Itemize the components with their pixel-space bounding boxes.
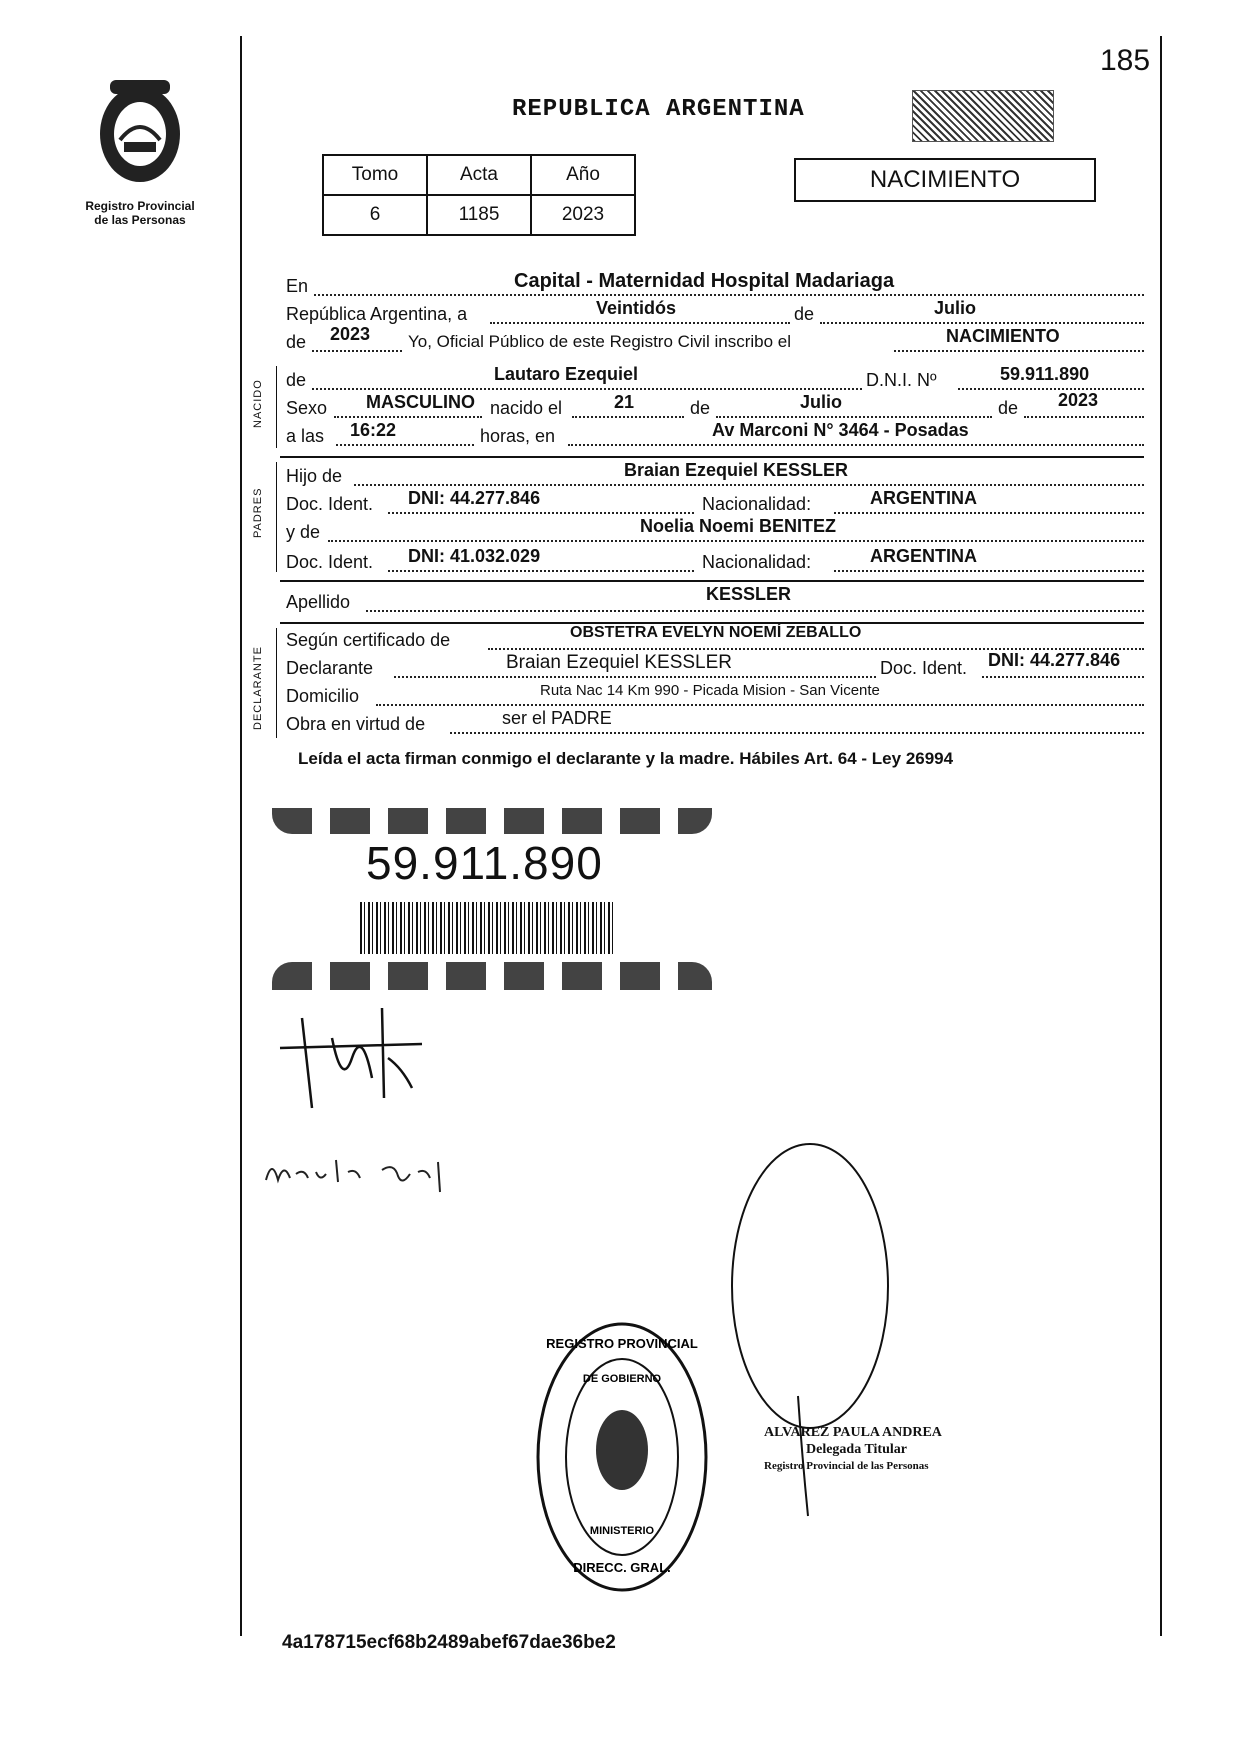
section-label-declarante: DECLARANTE [252,646,264,730]
value-year: 2023 [330,324,371,344]
value-father-doc: DNI: 44.277.846 [408,488,541,508]
label-doc-ident-declarant: Doc. Ident. [880,658,968,678]
dotted-line [336,444,474,446]
dotted-line [354,484,1144,486]
label-domicilio: Domicilio [286,686,360,706]
svg-text:MINISTERIO: MINISTERIO [589,1525,655,1537]
label-sexo: Sexo [286,398,328,418]
label-y-de: y de [286,522,321,542]
value-birth-year: 2023 [1058,390,1099,410]
label-hijo-de: Hijo de [286,466,343,486]
label-a-las: a las [286,426,325,446]
section-separator [280,580,1144,582]
value-father: Braian Ezequiel KESSLER [624,460,849,480]
value-place: Capital - Maternidad Hospital Madariaga [514,270,895,292]
label-de-anio: de [998,398,1019,418]
logo-caption-line2: de las Personas [94,213,186,227]
declarant-signature [272,998,432,1118]
dotted-line [388,512,694,514]
province-seal-icon [90,78,190,188]
section-line-nacido [276,366,277,448]
table-cell: 1185 [427,195,531,235]
label-republica: República Argentina, a [286,304,468,324]
document-title: REPUBLICA ARGENTINA [512,96,805,123]
label-de-year: de [286,332,307,352]
label-nacido-el: nacido el [490,398,563,418]
logo-caption-line1: Registro Provincial [85,199,195,213]
value-mother-nationality: ARGENTINA [870,546,977,566]
dotted-line [894,350,1144,352]
left-margin-line [240,36,242,1636]
value-dni: 59.911.890 [1000,364,1090,384]
label-doc-ident-father: Doc. Ident. [286,494,374,514]
section-label-padres: PADRES [252,487,264,538]
label-de-name: de [286,370,307,390]
value-declarant: Braian Ezequiel KESSLER [506,652,733,673]
label-declarante: Declarante [286,658,374,678]
mother-signature [262,1148,462,1198]
label-oficial: Yo, Oficial Público de este Registro Civil inscribo el [408,332,791,351]
label-doc-ident-mother: Doc. Ident. [286,552,374,572]
registry-table [322,154,636,236]
security-stamp [912,90,1054,142]
dotted-line [388,570,694,572]
dotted-line [982,676,1144,678]
dotted-line [490,322,790,324]
dotted-line [450,732,1144,734]
dotted-line [1024,416,1144,418]
officer-name: ALVAREZ PAULA ANDREA [764,1425,942,1440]
table-cell: 2023 [531,195,635,235]
value-birth-address: Av Marconi N° 3464 - Posadas [712,420,969,440]
table-header: Acta [427,155,531,195]
legal-text: Leída el acta firman conmigo el declarante y la madre. Hábiles Art. 64 - Ley 26994 [298,749,954,768]
dni-number-large: 59.911.890 [366,837,603,889]
document-hash: 4a178715ecf68b2489abef67dae36be2 [282,1632,616,1653]
official-seal-stamp [534,1320,710,1594]
table-header: Tomo [323,155,427,195]
security-band-top [272,808,712,834]
dotted-line [834,570,1144,572]
dotted-line [572,416,684,418]
dotted-line [328,540,1144,542]
value-name: Lautaro Ezequiel [494,364,639,384]
dotted-line [716,416,992,418]
officer-stamp [764,1424,942,1475]
section-line-declarante [276,628,277,738]
section-label-nacido: NACIDO [252,379,264,428]
value-father-nationality: ARGENTINA [870,488,977,508]
label-horas-en: horas, en [480,426,556,446]
page-number: 185 [1100,44,1151,77]
label-apellido: Apellido [286,592,351,612]
security-band-bottom [272,962,712,990]
value-birth-month: Julio [800,392,843,412]
barcode [360,902,614,954]
svg-text:DE GOBIERNO: DE GOBIERNO [582,1373,662,1385]
label-dni: D.N.I. Nº [866,370,937,390]
label-segun: Según certificado de [286,630,451,650]
label-de: de [794,304,815,324]
value-mother-doc: DNI: 41.032.029 [408,546,541,566]
value-month: Julio [934,298,977,318]
value-mother: Noelia Noemi BENITEZ [640,516,837,536]
value-sex: MASCULINO [366,392,475,412]
dotted-line [834,512,1144,514]
section-line-padres [276,462,277,572]
dotted-line [314,294,1144,296]
dotted-line [312,388,862,390]
officer-role: Delegada Titular [806,1442,907,1457]
value-type: NACIMIENTO [946,326,1060,346]
section-separator [280,456,1144,458]
label-en: En [286,276,309,296]
dotted-line [376,704,1144,706]
dotted-line [334,416,482,418]
dotted-line [568,444,1144,446]
value-hour: 16:22 [350,420,397,440]
value-day: Veintidós [596,298,677,318]
table-cell: 6 [323,195,427,235]
svg-text:DIRECC. GRAL.: DIRECC. GRAL. [573,1560,671,1575]
value-declarant-doc: DNI: 44.277.846 [988,650,1121,670]
label-nacionalidad-father: Nacionalidad: [702,494,812,514]
value-declarant-address: Ruta Nac 14 Km 990 - Picada Mision - San Vicente [540,682,880,699]
dotted-line [312,350,402,352]
label-nacionalidad-mother: Nacionalidad: [702,552,812,572]
registry-logo [60,78,220,227]
value-birth-day: 21 [614,392,635,412]
label-de-mes: de [690,398,711,418]
value-certificate: OBSTETRA EVELYN NOEMÍ ZEBALLO [570,624,862,641]
value-surname: KESSLER [706,584,792,604]
act-type-box: NACIMIENTO [794,158,1096,202]
dotted-line [958,388,1144,390]
right-margin-line [1160,36,1162,1636]
value-reason: ser el PADRE [502,708,612,728]
dotted-line [366,610,1144,612]
dotted-line [820,322,1144,324]
svg-text:REGISTRO PROVINCIAL: REGISTRO PROVINCIAL [546,1336,698,1351]
dotted-line [394,676,876,678]
officer-signature [722,1136,902,1536]
table-header: Año [531,155,635,195]
officer-office: Registro Provincial de las Personas [764,1460,929,1472]
label-obra: Obra en virtud de [286,714,426,734]
